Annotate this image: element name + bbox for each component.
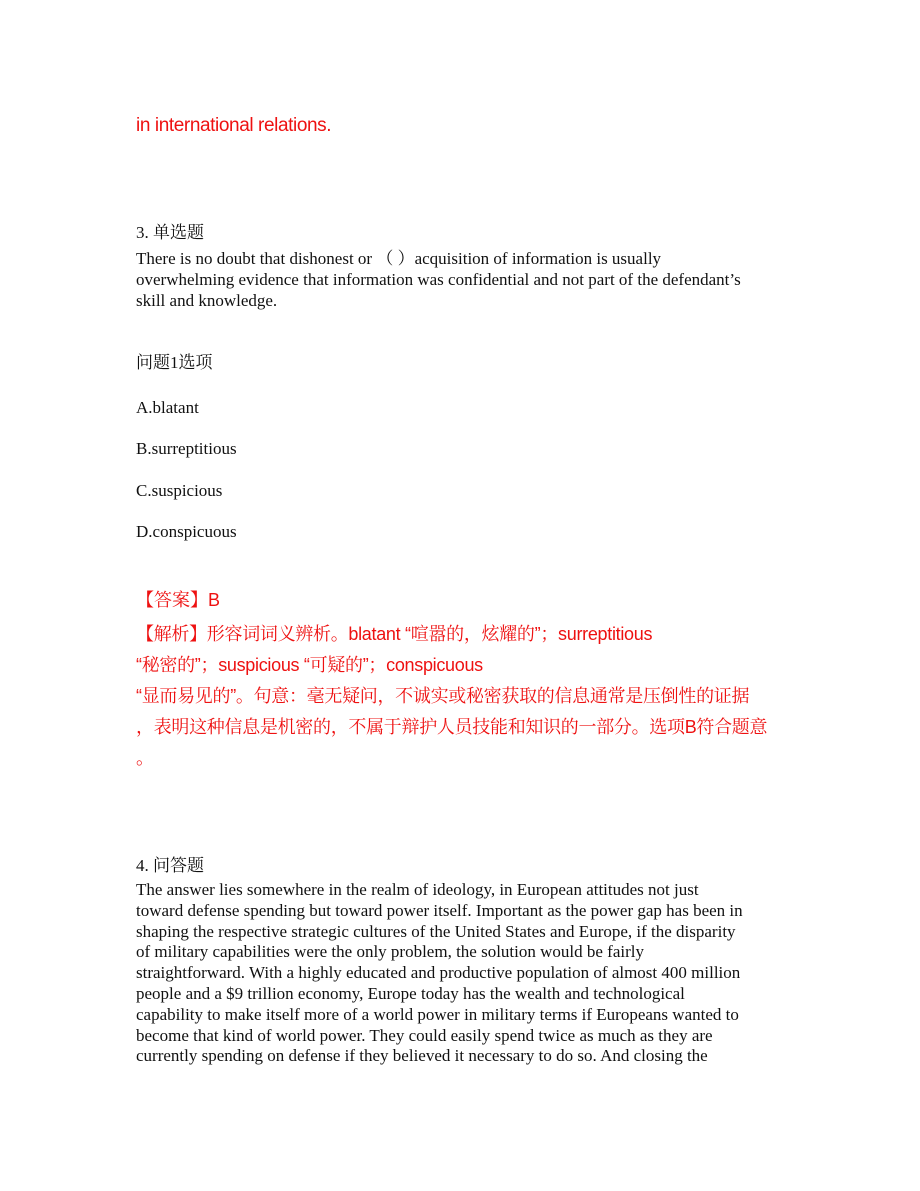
analysis-line: 。 bbox=[136, 748, 154, 768]
option-a: A.blatant bbox=[136, 398, 199, 417]
body-line: toward defense spending but toward power itself. Important as the power gap has been in bbox=[136, 900, 743, 920]
options-label: 问题1选项 bbox=[136, 353, 213, 372]
analysis-line: “显而易见的”。句意：毫无疑问，不诚实或秘密获取的信息通常是压倒性的证据 bbox=[136, 686, 750, 706]
answer-label: 【答案】B bbox=[136, 590, 221, 610]
option-c: C.suspicious bbox=[136, 481, 223, 500]
option-d: D.conspicuous bbox=[136, 522, 237, 541]
body-line: people and a $9 trillion economy, Europe today has the wealth and technological bbox=[136, 983, 685, 1003]
stem-line: There is no doubt that dishonest or （ ）acquisition of information is usually bbox=[136, 249, 662, 268]
body-line: The answer lies somewhere in the realm of ideology, in European attitudes not just bbox=[136, 880, 699, 899]
body-line: currently spending on defense if they believed it necessary to do so. And closing the bbox=[136, 1046, 708, 1066]
body-line: shaping the respective strategic cultures of the United States and Europe, if the disparity bbox=[136, 921, 736, 941]
stem-line: overwhelming evidence that information was confidential and not part of the defendant’s bbox=[136, 270, 741, 289]
stem-line: skill and knowledge. bbox=[136, 291, 278, 310]
option-b: B.surreptitious bbox=[136, 439, 237, 458]
body-line: capability to make itself more of a world power in military terms if Europeans wanted to bbox=[136, 1004, 739, 1024]
question-3-heading: 3. 单选题 bbox=[136, 223, 204, 242]
body-line: straightforward. With a highly educated and productive population of almost 400 million bbox=[136, 963, 741, 983]
question-3-stem bbox=[136, 248, 796, 311]
previous-answer-tail: in international relations. bbox=[136, 115, 332, 136]
analysis-line: 【解析】形容词词义辨析。blatant “喧嚣的，炫耀的”；surreptitious bbox=[136, 624, 653, 644]
question-4-body bbox=[136, 880, 796, 1067]
analysis-text bbox=[136, 619, 796, 774]
analysis-line: ，表明这种信息是机密的，不属于辩护人员技能和知识的一部分。选项B符合题意 bbox=[136, 717, 768, 737]
body-line: become that kind of world power. They could easily spend twice as much as they are bbox=[136, 1025, 713, 1045]
question-4-heading: 4. 问答题 bbox=[136, 856, 204, 875]
analysis-line: “秘密的”；suspicious “可疑的”；conspicuous bbox=[136, 655, 483, 675]
body-line: of military capabilities were the only problem, the solution would be fairly bbox=[136, 942, 644, 962]
